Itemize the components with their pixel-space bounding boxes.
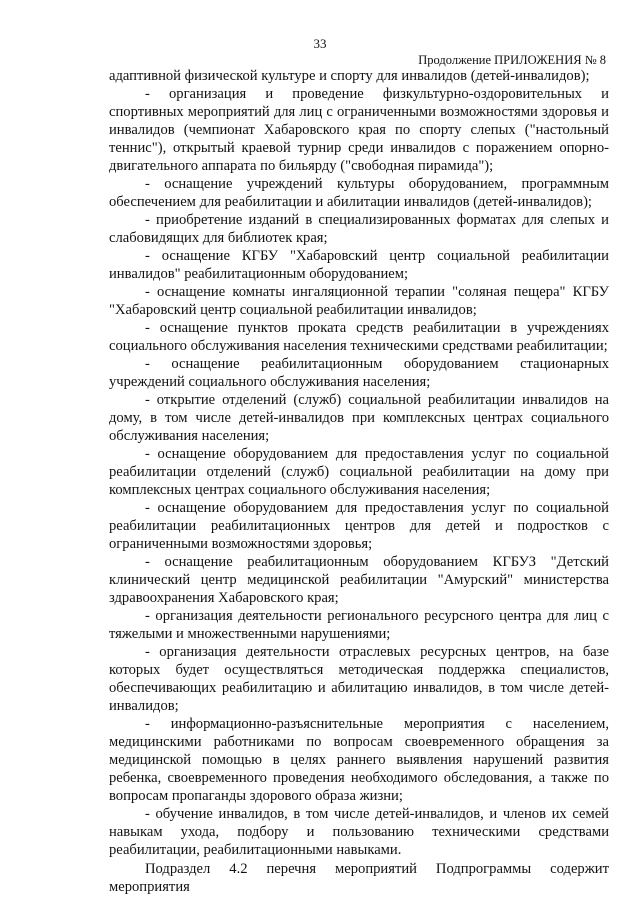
list-item: - обучение инвалидов, в том числе детей-инвалидов, и членов их семей навыкам ухода, подбору и пользованию техническими средствами реабилитации, реабилитационными навыками.: [109, 806, 609, 858]
list-item: - оснащение учреждений культуры оборудованием, программным обеспечением для реабилитации и абилитации инвалидов (детей-инвалидов);: [109, 176, 609, 210]
list-item: - оснащение реабилитационным оборудованием КГБУЗ "Детский клинический центр медицинской реабилитации "Амурский" министерства здравоохранения Хабаровского края;: [109, 554, 609, 606]
list-item: - открытие отделений (служб) социальной реабилитации инвалидов на дому, в том числе детей-инвалидов при комплексных центрах социального обслуживания населения;: [109, 392, 609, 444]
list-item: - оснащение реабилитационным оборудованием стационарных учреждений социального обслуживания населения;: [109, 356, 609, 390]
appendix-continuation-note: Продолжение ПРИЛОЖЕНИЯ № 8: [418, 53, 606, 67]
list-item: - оснащение комнаты ингаляционной терапии "соляная пещера" КГБУ "Хабаровский центр социальной реабилитации инвалидов;: [109, 284, 609, 318]
list-item: - информационно-разъяснительные мероприятия с населением, медицинскими работниками по вопросам своевременного обращения за медицинской помощью в целях раннего выявления нарушений развития ребенка, своевременного проведения необходимого обследования, а также по вопросам пропаганды здорового образа жизни;: [109, 716, 609, 804]
document-body: [109, 67, 609, 896]
list-item: - организация деятельности регионального ресурсного центра для лиц с тяжелыми и множественными нарушениями;: [109, 608, 609, 642]
page-number: 33: [313, 36, 327, 51]
paragraph: Подраздел 4.2 перечня мероприятий Подпрограммы содержит мероприятия: [109, 861, 609, 895]
paragraph: адаптивной физической культуре и спорту для инвалидов (детей-инвалидов);: [109, 68, 590, 84]
list-item: - оснащение оборудованием для предоставления услуг по социальной реабилитации реабилитационных центров для детей и подростков с ограниченными возможностями здоровья;: [109, 500, 609, 552]
list-item: - организация деятельности отраслевых ресурсных центров, на базе которых будет осуществляться методическая поддержка специалистов, обеспечивающих реабилитацию и абилитацию инвалидов, в том числе детей-инвалидов;: [109, 644, 609, 714]
list-item: - организация и проведение физкультурно-оздоровительных и спортивных мероприятий для лиц с ограниченными возможностями здоровья и инвалидов (чемпионат Хабаровского края по спорту слепых ("настольный теннис"), открытый краевой турнир среди инвалидов с поражением опорно-двигательного аппарата по бильярду ("свободная пирамида");: [109, 86, 609, 174]
list-item: - приобретение изданий в специализированных форматах для слепых и слабовидящих для библиотек края;: [109, 212, 609, 246]
list-item: - оснащение пунктов проката средств реабилитации в учреждениях социального обслуживания населения техническими средствами реабилитации;: [109, 320, 609, 354]
list-item: - оснащение оборудованием для предоставления услуг по социальной реабилитации отделений (служб) социальной реабилитации на дому при комплексных центрах социального обслуживания населения;: [109, 446, 609, 498]
list-item: - оснащение КГБУ "Хабаровский центр социальной реабилитации инвалидов" реабилитационным оборудованием;: [109, 248, 609, 282]
